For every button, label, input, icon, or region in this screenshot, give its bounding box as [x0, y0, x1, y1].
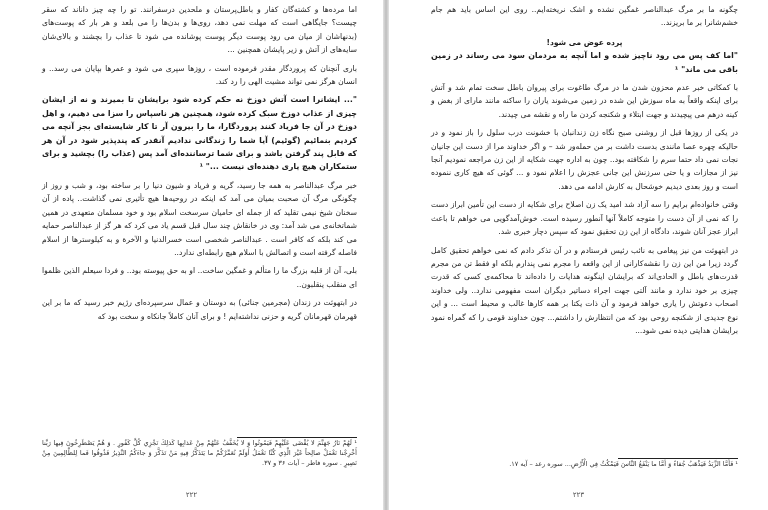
left-paragraph-2: باری آنچنان که پروردگار مقدر فرموده است ، روزها سپری می شود و عمرها بپایان می رسد.. و انسان هرگز نمی تواند مشیت الهی را رد کند.	[42, 63, 357, 87]
left-paragraph-5: بلی، آن از قلبه بزرگ ما را متألم و غمگین ساخت.. او به حق پیوسته بود.. و فردا سیعلم الذین ظلموا ای منقلب ینقلبون..	[42, 266, 357, 289]
left-page	[0, 0, 383, 510]
right-page-number: ۲۲۳	[572, 490, 585, 499]
right-quran-quote: "اما کف پس می رود ناچیز شده و اما آنچه به مردمان سود می رساند در زمین باقی می ماند" ¹	[431, 51, 738, 74]
right-paragraph-4: در ابتهوئت من نیز پیغامی به نائب رئیس فرستادم و در آن تذکر دادم که نمی خواهم تحقیق کامل گردد زیرا من این زن را نقشه‌کارانی از این واقعه را مجرم نمی پندارم بلکه او فقط تن من مجرم قدرت‌های باطل و الحادی‌اند که برایشان اینگونه هدایات را داده‌اند تا محاکمه‌ی کسی که قدرت چیزی بر خود ندارد و مانند آلتی جهت اجراء دساتیر دیگران است مفهومی ندارد.. ولی خداوند اصحاب دعوتش را یاری خواهد فرمود و آن ذات یکتا بر همه کارها غالب و محیط است ... و این نوع جدیدی از شکنجه روحی بود که من انتظارش را داشتم... چون خداوند قومی را که گمراه نمود برایشان هدایتی دیده نمی شود...	[431, 245, 738, 335]
left-paragraph-4: خبر مرگ عبدالناصر به همه جا رسید، گریه و فریاد و شیون دنیا را بر ساخته بود، و شب و روز از چگونگی مرگ آن صحبت بمیان می آمد که اینکه در روحیەها هیچ تأثیری نمی گذاشت.. پاده از آن سخنان شیخ نیمی تقلید که از جمله ای حامیان سرسخت اسلام بود و خود مسلمان متعهدی در همین شماتخانه‌ی می شد آمد: وی در خانقاش چند سال قبل قسم یاد می کرد که هر گز از عبدالناصر حمایه می کند بلکه که کافر است . عبدالناصر شخصی است خسرالدنیا و الآخرة و به کیلوسترها از اسلام فاصله گرفته است و اتصالش با اسلام هیچ رابطه‌ای ندارد..	[42, 180, 357, 257]
left-footnote-block	[42, 437, 357, 468]
right-page	[389, 0, 768, 510]
left-page-number: ۲۲۲	[185, 490, 198, 499]
right-footnote-block	[431, 458, 738, 469]
section-title: پرده عوض می شود!	[546, 37, 623, 47]
left-paragraph-1: اما مردەها و کشتەگان کفار و باطل‌پرستان و ملحدین درسفرانند. تو را چه چیز داناند که سقر چیست؟ جایگاهی است که مهلت نمی دهد، روی‌ها و بدن‌ها را می بلعد و هر بار که پوست‌های (بدنهاشان از میان می رود پوست دیگر پوست پوشانده می شود تا عذاب را بچشند و بالای‌شان سایه‌های از آتش و زیر پایشان همچنین ...	[42, 5, 357, 55]
right-intro: چگونه ما بر مرگ عبدالناصر غمگین نشده و اشک نریختەایم.. روی این اساس باید هم جام خشم‌شانرا بر ما بریزند..	[431, 5, 738, 28]
right-paragraph-2: در یکی از روزها قبل از روشنی صبح نگاه زن زندانبان با خشونت درب سلول را باز نمود و در حالیکه چهره عصا مانندی بدست داشت بر من حملەور شد – و اگر خداوند مرا از دست این جانیان نجات نمی داد حتما سرم را شکافته بود.. چون به اداره جهت شکایه از این زن مراجعه نمودیم آنجا نیز از مجازات و یا حتی سرزنش این جانی عجزش را اعلام نمود و ... گوئی که هیچ کاری ننموده است و روز بعدی دیدیم خوشحال به کارش ادامه می دهد.	[431, 128, 738, 191]
left-quran-quote: "... ایشانرا است آتش دوزخ نه حکم کرده شود برایشان تا بمیرند و نه از ایشان چیزی از عذاب دوزخ سبک کرده شود، همچنین هر ناسپاس را سزا می دهیم، و اهل دوزخ در آن جا فریاد کنند پروردگارا، ما را بیرون آر تا کار شایسته‌ای بجز آنچه می کردیم بنمائیم (گوئیم) آیا شما را زندگانی ندادیم آنقدر که پندپذیر شود در آن هر که قابل پند گرفتن باشد و برای شما ترسانندەای آمد پس (عذاب را) بچشید و برای ستمکاران هیچ یاری دهندەای نیست ..." ¹	[42, 95, 357, 172]
left-paragraph-6: در ابتهوئت در زندان (مجرمین جنائی) به دوستان و عمال سرسپرده‌ای رژیم خبر رسید که ما بر این قهرمان قهرمانان گریه و حزنی نداشتەایم ! و برای آنان کاملاً جانکاه و سخت بود که	[42, 298, 357, 321]
left-footnote: ¹ لَهُمْ نَارُ جَهَنَّمَ لا يُقْضَى عَلَيْهِمْ فَيَمُوتُوا وَ لا يُخَفَّفُ عَنْهُمْ مِنْ عَذابِها كَذلِكَ نَجْزِي كُلَّ كَفُورٍ . وَ هُمْ يَصْطَرِخُونَ فِيها رَبَّنا أَخْرِجْنا نَعْمَلْ صالِحاً غَيْرَ الَّذِي كُنَّا نَعْمَلُ أَوَلَمْ نُعَمِّرْكُمْ ما يَتَذَكَّرُ فِيهِ مَنْ تَذَكَّرَ وَ جاءَكُمُ النَّذِيرُ فَذُوقُوا فَما لِلظَّالِمِينَ مِنْ نَصِيرٍ . سوره فاطر – آیات ۳۶ و ۳۷.	[42, 439, 357, 467]
right-paragraph-1: با کمکاتی خبر عدم محزون شدن ما در مرگ طاغوت برای پیروان باطل سخت تمام شد و آتش برای اینکه واقعاً به ماه سوزش این شده در زمین می‌شوند یاران را ساکنه مانند مارای از بغض و کینه درهم می پیچیدند و جهت ابتلاء و شکنجه کردن ما راه و نقشه می چیدند.	[431, 83, 738, 119]
right-paragraph-3: وقتی خانوادەام برایم را سه آزاد شد امید یک زن اصلاح برای شکایه از دست این تأمین ابراز دست را که نمی از آن دست را متوجه کاملاً آنها آنطور رسیده است. خوش‌آمدگویی می خواهم تا باعث ابراز عجز آنان شوند، دادگاه از این زن تحقیق نمود که سپس دچار خبری شد.	[431, 200, 738, 237]
right-footnote: ¹ فَأَمَّا الزَّبَدُ فَيَذْهَبُ جُفاءً وَ أَمَّا ما يَنْفَعُ النَّاسَ فَيَمْكُثُ فِي الْأَرْضِ... سوره رعد – آیه ۱۷.	[509, 460, 738, 468]
